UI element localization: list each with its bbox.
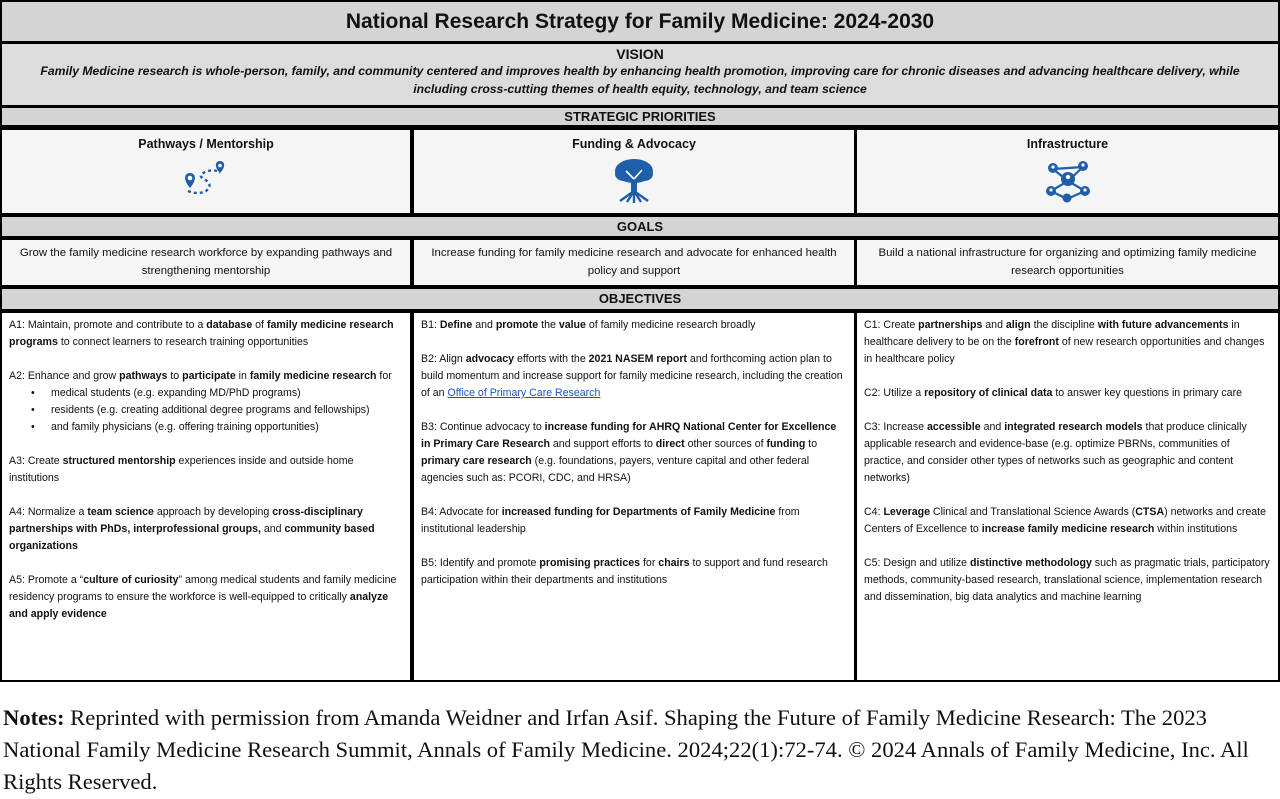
- objective-a1: A1: Maintain, promote and contribute to a database of family medicine research programs to connect learners to research training opportunities: [9, 319, 394, 348]
- objectives-column-c: [857, 313, 1278, 680]
- goal-text: Increase funding for family medicine research and advocate for enhanced health policy and support: [431, 247, 837, 277]
- objective-c3: C3: Increase accessible and integrated research models that produce clinically applicable research and evidence-base (e.g. optimize PBRNs, communities of practice, and consider other types of networks such as geographic and content networks): [864, 421, 1247, 484]
- objectives-heading: OBJECTIVES: [2, 289, 1278, 309]
- network-people-icon: [1043, 159, 1093, 203]
- notes: [3, 702, 1273, 798]
- goal-text: Grow the family medicine research workforce by expanding pathways and strengthening mentorship: [19, 247, 393, 277]
- goal-a: [2, 240, 410, 285]
- vision-text: Family Medicine research is whole-person, family, and community centered and improves health by enhancing health promotion, improving care for chronic diseases and advancing healthcare delivery, while including cross-cutting themes of health equity, technology, and team science: [40, 64, 1240, 96]
- objective-b3: B3: Continue advocacy to increase funding for AHRQ National Center for Excellence in Primary Care Research and support efforts to direct other sources of funding to primary care research (e.g. foundations, payers, venture capital and other federal agencies such as: PCORI, CDC, and HRSA): [421, 421, 837, 484]
- goals-heading: GOALS: [2, 217, 1278, 236]
- objective-b1: B1: Define and promote the value of family medicine research broadly: [421, 319, 756, 331]
- list-item: • residents (e.g. creating additional degree programs and fellowships): [51, 402, 404, 419]
- objectives-column-a: [2, 313, 410, 680]
- goal-text: Build a national infrastructure for organizing and optimizing family medicine research opportunities: [878, 247, 1257, 277]
- priority-pathways: [2, 130, 410, 213]
- priority-label: Pathways / Mentorship: [138, 137, 274, 151]
- objective-c4: C4: Leverage Clinical and Translational Science Awards (CTSA) networks and create Centers of Excellence to increase family medicine research within institutions: [864, 506, 1266, 535]
- priority-infrastructure: [857, 130, 1278, 213]
- objective-a4: A4: Normalize a team science approach by developing cross-disciplinary partnerships with PhDs, interprofessional groups, and community based organizations: [9, 506, 375, 552]
- priority-funding: [414, 130, 854, 213]
- objective-b2: B2: Align advocacy efforts with the 2021 NASEM report and forthcoming action plan to build momentum and increase support for family medicine research, including the creation of an Office of Primary Care Research: [421, 353, 843, 399]
- priorities-heading: STRATEGIC PRIORITIES: [2, 108, 1278, 125]
- objective-a2-list: [9, 385, 404, 436]
- objective-c2: C2: Utilize a repository of clinical data to answer key questions in primary care: [864, 387, 1242, 399]
- page-title: National Research Strategy for Family Medicine: 2024-2030: [2, 2, 1278, 41]
- list-item: • medical students (e.g. expanding MD/PhD programs): [51, 385, 404, 402]
- priority-label: Infrastructure: [1026, 137, 1109, 151]
- notes-text: Reprinted with permission from Amanda Weidner and Irfan Asif. Shaping the Future of Family Medicine Research: The 2023 National Family Medicine Research Summit, Annals of Family Medicine. 2024;22(1):72-74. © 2024 Annals of Family Medicine, Inc. All Rights Reserved.: [3, 705, 1249, 794]
- objective-c1: C1: Create partnerships and align the discipline with future advancements in healthcare delivery to be on the forefront of new research opportunities and changes in healthcare policy: [864, 319, 1265, 365]
- notes-label: Notes:: [3, 705, 65, 730]
- list-item: • and family physicians (e.g. offering training opportunities): [51, 419, 404, 436]
- goal-b: [414, 240, 854, 285]
- objective-a5: A5: Promote a “culture of curiosity” among medical students and family medicine residency programs to ensure the workforce is well-equipped to critically analyze and apply evidence: [9, 574, 397, 620]
- office-of-primary-care-research-link[interactable]: Office of Primary Care Research: [447, 387, 601, 399]
- vision-section: [2, 44, 1278, 105]
- objective-b5: B5: Identify and promote promising practices for chairs to support and fund research participation within their departments and institutions: [421, 557, 828, 586]
- vision-heading: VISION: [616, 46, 664, 62]
- objective-c5: C5: Design and utilize distinctive methodology such as pragmatic trials, participatory methods, community-based research, translational science, implementation research and dissemination, big data analytics and machine learning: [864, 557, 1270, 603]
- objective-a3: A3: Create structured mentorship experiences inside and outside home institutions: [9, 455, 354, 484]
- objectives-column-b: [414, 313, 854, 680]
- priority-label: Funding & Advocacy: [572, 137, 696, 151]
- goal-c: [857, 240, 1278, 285]
- objective-a2: A2: Enhance and grow pathways to participate in family medicine research for: [9, 370, 392, 382]
- objective-b4: B4: Advocate for increased funding for Departments of Family Medicine from institutional leadership: [421, 506, 800, 535]
- route-pins-icon: [182, 161, 230, 199]
- tree-roots-icon: [612, 157, 656, 203]
